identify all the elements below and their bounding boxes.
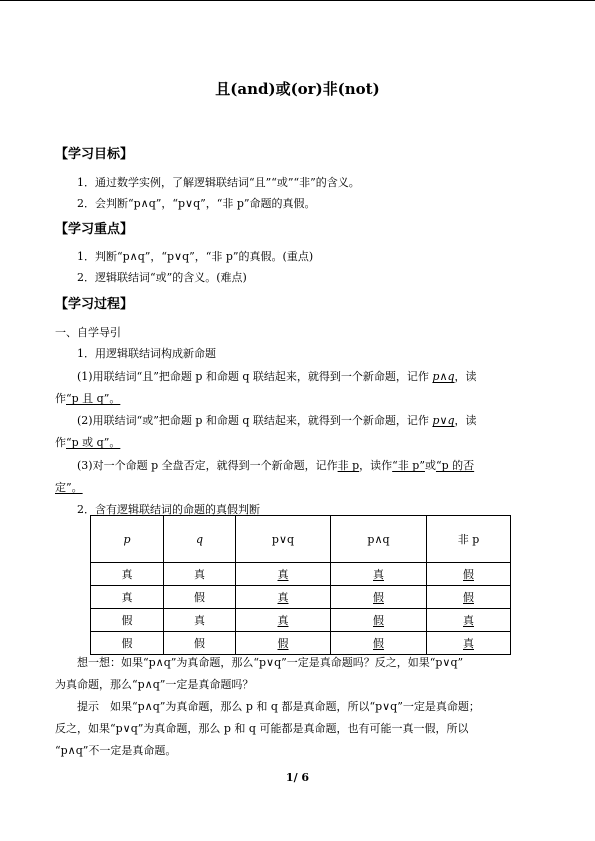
cell-p-or-q: 真 — [236, 586, 331, 609]
para3-text-b: ，读作 — [359, 459, 393, 472]
para2-text-a: (2)用联结词“或”把命题 p 和命题 q 联结起来，就得到一个新命题，记作 — [77, 414, 433, 427]
para3-text-c: 或 — [424, 459, 436, 472]
cell-p-and-q: 假 — [331, 632, 427, 655]
page-number: 1/ 6 — [285, 771, 310, 784]
goals-heading: 【学习目标】 — [55, 147, 134, 162]
header-p-or-q: p∨q — [236, 516, 331, 563]
cell-p-or-q: 真 — [236, 563, 331, 586]
cell-p-and-q: 真 — [331, 563, 427, 586]
cell-not-p: 真 — [427, 609, 511, 632]
cell-q: 真 — [164, 563, 236, 586]
key-point-item-1: 1．判断“p∧q”，“p∨q”，“非 p”的真假。(重点) — [77, 250, 314, 263]
key-points-heading: 【学习重点】 — [55, 222, 134, 237]
truth-table-header-row — [91, 516, 511, 563]
key-point-item-2: 2．逻辑联结词“或”的含义。(难点) — [77, 271, 247, 284]
table-row — [91, 586, 511, 609]
cell-p: 真 — [91, 563, 164, 586]
para3-line2 — [55, 481, 83, 495]
header-p: p — [91, 516, 164, 563]
para1-text-a: (1)用联结词“且”把命题 p 和命题 q 联结起来，就得到一个新命题，记作 — [77, 370, 433, 383]
header-q: q — [164, 516, 236, 563]
truth-table — [90, 515, 511, 655]
process-item-2: 2．含有逻辑联结词的命题的真假判断 — [77, 503, 260, 516]
cell-p-or-q: 假 — [236, 632, 331, 655]
table-row — [91, 609, 511, 632]
para1-blank-2: “p 且 q”。 — [66, 392, 121, 405]
process-heading: 【学习过程】 — [55, 297, 134, 312]
para3-blank-4: 定”。 — [55, 481, 83, 494]
cell-p-and-q: 假 — [331, 586, 427, 609]
para3-text-a: (3)对一个命题 p 全盘否定，就得到一个新命题，记作 — [77, 459, 338, 472]
para3-blank-2: “非 p” — [392, 459, 425, 472]
goal-item-2: 2．会判断“p∧q”，“p∨q”，“非 p”命题的真假。 — [77, 197, 316, 210]
cell-p: 假 — [91, 609, 164, 632]
cell-p: 假 — [91, 632, 164, 655]
para2-blank-2: “p 或 q”。 — [66, 436, 121, 449]
subsection-self-study: 一、自学导引 — [55, 326, 121, 339]
cell-not-p: 假 — [427, 563, 511, 586]
cell-q: 假 — [164, 586, 236, 609]
think-line-2: 为真命题，那么“p∧q”一定是真命题吗？ — [55, 678, 254, 691]
cell-q: 真 — [164, 609, 236, 632]
cell-p-or-q: 真 — [236, 609, 331, 632]
table-row — [91, 632, 511, 655]
page-title: 且(and)或(or)非(not) — [215, 80, 380, 98]
para2-blank-1: p∨q — [432, 414, 455, 427]
para1-line2 — [55, 392, 120, 406]
para1-text-c: 作 — [55, 392, 66, 405]
para3-line1 — [77, 459, 474, 473]
top-rule — [0, 0, 595, 1]
header-not-p: 非 p — [427, 516, 511, 563]
cell-not-p: 真 — [427, 632, 511, 655]
hint-line-1: 提示 如果“p∧q”为真命题，那么 p 和 q 都是真命题，所以“p∨q”一定是真命题； — [77, 700, 480, 713]
para3-blank-1: 非 p — [337, 459, 360, 472]
para1-text-b: ，读 — [454, 370, 477, 383]
para2-text-b: ，读 — [454, 414, 477, 427]
para1-blank-1: p∧q — [432, 370, 455, 383]
para3-blank-3: “p 的否 — [435, 459, 475, 472]
think-line-1: 想一想：如果“p∧q”为真命题，那么“p∨q”一定是真命题吗？反之，如果“p∨q” — [77, 656, 464, 669]
cell-q: 假 — [164, 632, 236, 655]
hint-line-2: 反之，如果“p∨q”为真命题，那么 p 和 q 可能都是真命题，也有可能一真一假，所以 — [55, 722, 469, 735]
header-p-and-q: p∧q — [331, 516, 427, 563]
para2-line2 — [55, 436, 120, 450]
cell-p-and-q: 假 — [331, 609, 427, 632]
table-row — [91, 563, 511, 586]
cell-not-p: 假 — [427, 586, 511, 609]
hint-line-3: “p∧q”不一定是真命题。 — [55, 744, 177, 757]
para2-line1 — [77, 414, 477, 428]
process-item-1: 1．用逻辑联结词构成新命题 — [77, 347, 216, 360]
goal-item-1: 1．通过数学实例，了解逻辑联结词“且”“或”“非”的含义。 — [77, 176, 360, 189]
para1-line1 — [77, 370, 477, 384]
cell-p: 真 — [91, 586, 164, 609]
para2-text-c: 作 — [55, 436, 66, 449]
